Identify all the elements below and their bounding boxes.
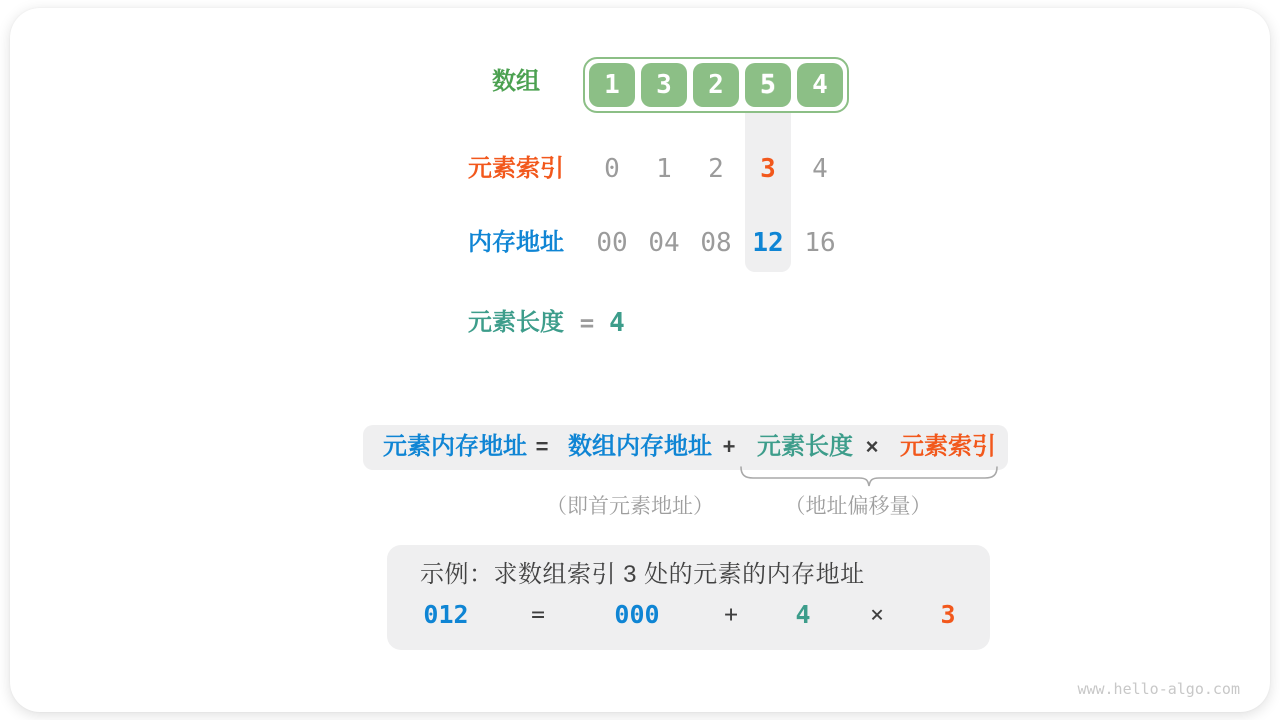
index-value: 2 [708, 154, 724, 184]
example-plus-sign: + [724, 602, 738, 628]
example-index-value: 3 [940, 600, 956, 629]
address-row-label: 内存地址 [468, 229, 564, 256]
index-row-label: 元素索引 [468, 155, 564, 182]
diagram-card [10, 8, 1270, 712]
example-equals-sign: = [531, 602, 545, 628]
formula-equals-sign: = [535, 434, 549, 459]
address-value: 16 [804, 228, 836, 258]
formula-times-sign: × [865, 434, 879, 459]
example-title: 示例：求数组索引 3 处的元素的内存地址 [420, 561, 865, 588]
length-equals-sign: = [579, 309, 595, 337]
address-value-highlighted: 12 [752, 228, 784, 258]
array-cell: 1 [589, 63, 635, 107]
index-value: 4 [812, 154, 828, 184]
formula-token-array-address: 数组内存地址 [568, 433, 712, 460]
underbrace-icon [740, 466, 998, 488]
array-cell: 3 [641, 63, 687, 107]
array-cell-highlighted: 5 [745, 63, 791, 107]
formula-token-element-length: 元素长度 [757, 433, 853, 460]
length-row-label: 元素长度 [468, 309, 564, 336]
annotation-first-element-address: （即首元素地址） [546, 495, 714, 518]
index-row-values [586, 153, 846, 185]
index-value: 0 [604, 154, 620, 184]
formula-token-element-address: 元素内存地址 [383, 433, 527, 460]
example-times-sign: × [870, 602, 884, 628]
watermark: www.hello-algo.com [1077, 680, 1240, 698]
formula-token-element-index: 元素索引 [900, 433, 996, 460]
example-result-value: 012 [423, 600, 469, 629]
annotation-address-offset: （地址偏移量） [784, 495, 932, 518]
length-value: 4 [609, 308, 625, 338]
index-value: 1 [656, 154, 672, 184]
address-value: 08 [700, 228, 732, 258]
array-container [583, 57, 849, 113]
address-value: 04 [648, 228, 680, 258]
array-cell: 2 [693, 63, 739, 107]
example-length-value: 4 [795, 600, 811, 629]
example-base-address: 000 [614, 600, 660, 629]
formula-plus-sign: + [722, 434, 736, 459]
address-row-values [586, 227, 846, 259]
array-label: 数组 [492, 68, 540, 95]
index-value-highlighted: 3 [760, 154, 776, 184]
address-value: 00 [596, 228, 628, 258]
array-cell: 4 [797, 63, 843, 107]
